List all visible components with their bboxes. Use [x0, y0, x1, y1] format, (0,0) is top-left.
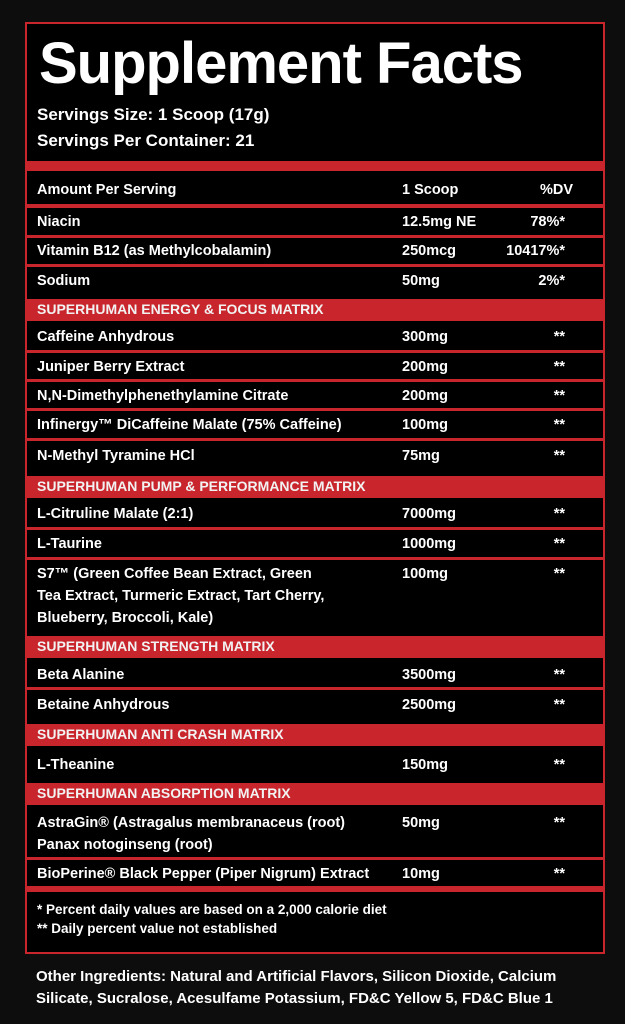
ingredient-name: Beta Alanine [37, 667, 125, 683]
ingredient-amount: 100mg [402, 417, 448, 433]
table-row [27, 267, 603, 297]
footnote-not-established: ** Daily percent value not established [37, 921, 278, 936]
ingredient-amount: 200mg [402, 388, 448, 404]
ingredient-amount: 7000mg [402, 506, 457, 522]
section-header [27, 299, 603, 321]
ingredient-name: Infinergy™ DiCaffeine Malate (75% Caffeine) [37, 417, 342, 433]
footnote-dv: * Percent daily values are based on a 2,000 calorie diet [37, 902, 387, 917]
ingredient-amount: 300mg [402, 329, 448, 345]
section-header [27, 636, 603, 658]
ingredient-dv: ** [553, 448, 565, 464]
ingredient-dv: ** [553, 329, 565, 345]
serving-amount-label: 1 Scoop [402, 182, 459, 198]
table-row [27, 208, 603, 238]
table-row [27, 530, 603, 560]
amount-per-serving-label: Amount Per Serving [37, 182, 177, 198]
ingredient-amount: 2500mg [402, 697, 457, 713]
section-title: SUPERHUMAN ENERGY & FOCUS MATRIX [37, 301, 324, 317]
ingredient-dv: ** [553, 566, 565, 582]
dv-label: %DV [539, 182, 573, 198]
ingredient-dv: ** [553, 815, 565, 831]
ingredient-amount: 100mg [402, 566, 448, 582]
table-row [27, 560, 603, 636]
ingredient-name: Sodium [37, 273, 91, 289]
ingredient-name: N,N-Dimethylphenethylamine Citrate [37, 388, 289, 404]
ingredient-name: Caffeine Anhydrous [37, 329, 175, 345]
ingredient-amount: 50mg [402, 815, 440, 831]
ingredient-amount: 10mg [402, 866, 440, 882]
ingredient-dv: ** [553, 866, 565, 882]
ingredient-amount: 50mg [402, 273, 440, 289]
table-row [27, 322, 603, 353]
section-title: SUPERHUMAN ABSORPTION MATRIX [37, 785, 291, 801]
ingredient-amount: 3500mg [402, 667, 457, 683]
table-row [27, 659, 603, 690]
table-row [27, 690, 603, 722]
other-ingredients: Other Ingredients: Natural and Artificial Flavors, Silicon Dioxide, Calcium Silicate, Sucralose, Acesulfame Potassium, FD&C Yellow 5, FD&C Blue 1 [36, 968, 557, 1007]
table-row [27, 747, 603, 783]
ingredient-dv: ** [553, 359, 565, 375]
ingredient-name: N-Methyl Tyramine HCl [37, 448, 195, 464]
divider-bar [27, 161, 603, 171]
section-title: SUPERHUMAN ANTI CRASH MATRIX [37, 726, 284, 742]
ingredient-dv: ** [553, 757, 565, 773]
ingredient-amount: 200mg [402, 359, 448, 375]
ingredient-name: Vitamin B12 (as Methylcobalamin) [37, 243, 272, 259]
ingredient-amount: 75mg [402, 448, 440, 464]
ingredient-amount: 12.5mg NE [402, 214, 477, 230]
ingredient-amount: 1000mg [402, 536, 457, 552]
table-row [27, 411, 603, 441]
ingredient-name: L-Theanine [37, 757, 115, 773]
panel-title: Supplement Facts [39, 31, 523, 96]
table-row [27, 499, 603, 530]
ingredient-name: AstraGin® (Astragalus membranaceus (root) [37, 815, 346, 831]
ingredient-dv: 78%* [530, 214, 565, 230]
ingredient-amount: 250mcg [402, 243, 457, 259]
table-row [27, 353, 603, 382]
table-row [27, 441, 603, 475]
table-row [27, 382, 603, 411]
ingredient-dv: ** [553, 417, 565, 433]
ingredient-dv: 2%* [538, 273, 565, 289]
ingredient-name: L-Taurine [37, 536, 102, 552]
ingredient-name-line3: Blueberry, Broccoli, Kale) [37, 610, 214, 626]
ingredient-name-line2: Panax notoginseng (root) [37, 837, 213, 853]
serving-size: Servings Size: 1 Scoop (17g) [37, 105, 270, 124]
section-header [27, 724, 603, 746]
ingredient-dv: ** [553, 536, 565, 552]
servings-per-container: Servings Per Container: 21 [37, 131, 255, 150]
section-title: SUPERHUMAN STRENGTH MATRIX [37, 638, 275, 654]
ingredient-dv: ** [553, 506, 565, 522]
ingredient-name: Juniper Berry Extract [37, 359, 185, 375]
table-header-row [27, 174, 603, 208]
table-row [27, 806, 603, 860]
table-row [27, 860, 603, 892]
table-row [27, 238, 603, 267]
section-header [27, 783, 603, 805]
ingredient-name-line2: Tea Extract, Turmeric Extract, Tart Cherry, [37, 588, 325, 604]
ingredient-dv: ** [553, 697, 565, 713]
ingredient-dv: 10417%* [506, 243, 565, 259]
ingredient-amount: 150mg [402, 757, 448, 773]
supplement-facts-panel [25, 22, 605, 954]
section-header [27, 476, 603, 498]
ingredient-name: L-Citruline Malate (2:1) [37, 506, 194, 522]
ingredient-name: S7™ (Green Coffee Bean Extract, Green [37, 566, 312, 582]
ingredient-dv: ** [553, 667, 565, 683]
ingredient-name: Betaine Anhydrous [37, 697, 170, 713]
ingredient-name: Niacin [37, 214, 81, 230]
section-title: SUPERHUMAN PUMP & PERFORMANCE MATRIX [37, 478, 366, 494]
ingredient-name: BioPerine® Black Pepper (Piper Nigrum) Extract [37, 866, 370, 882]
ingredient-dv: ** [553, 388, 565, 404]
